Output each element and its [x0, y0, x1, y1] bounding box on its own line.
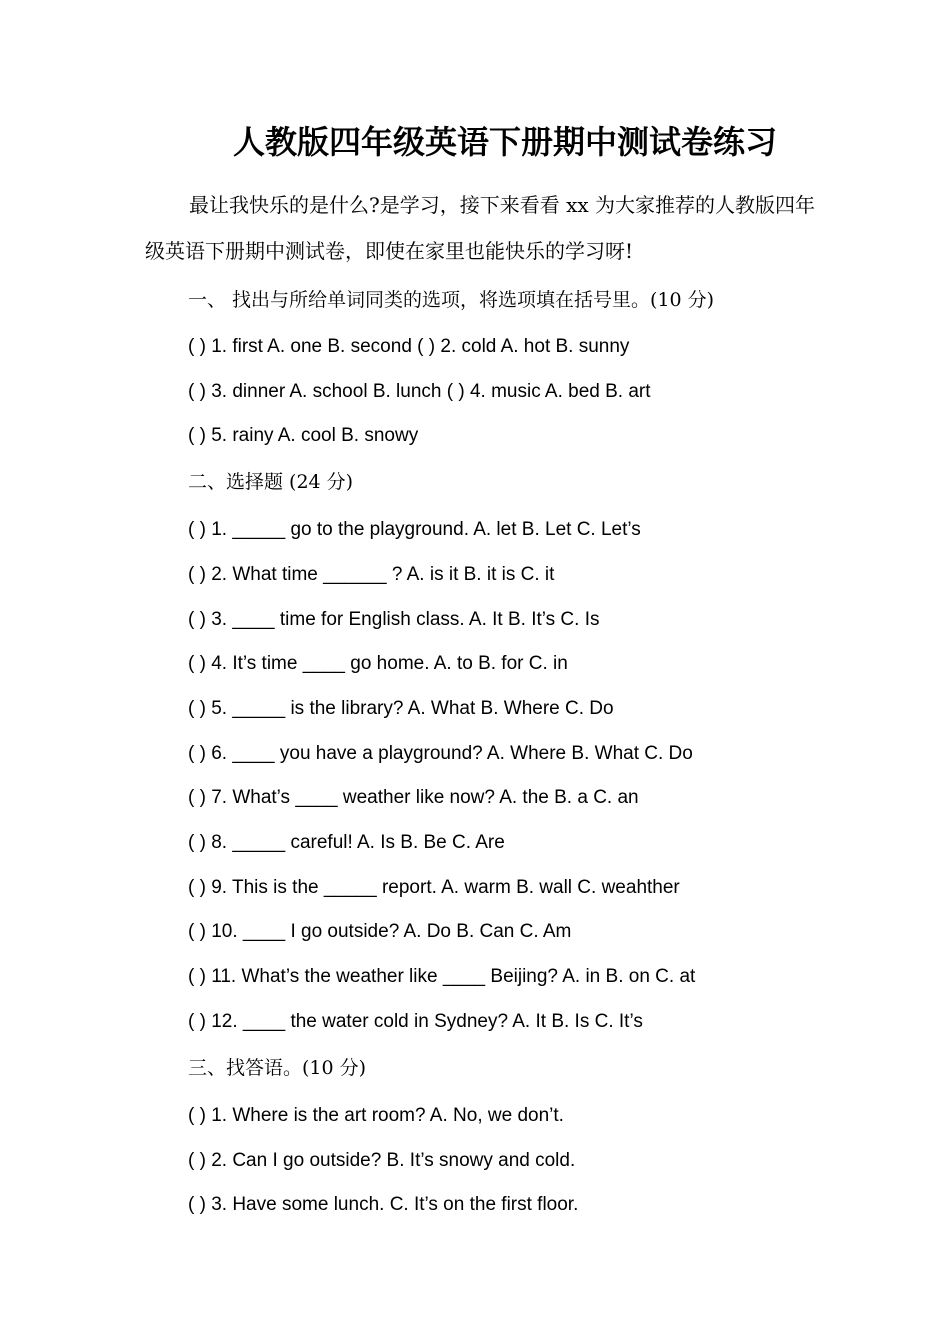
- section-2-item: ( ) 2. What time ______ ? A. is it B. it is C. it: [188, 564, 555, 585]
- section-2-heading: 二、选择题 (24 分): [188, 471, 354, 493]
- section-2-item: ( ) 9. This is the _____ report. A. warm B. wall C. weahther: [188, 877, 680, 898]
- section-2-item: ( ) 1. _____ go to the playground. A. let B. Let C. Let’s: [188, 519, 641, 540]
- section-2-item: ( ) 3. ____ time for English class. A. It B. It’s C. Is: [188, 609, 600, 630]
- section-2-item: ( ) 11. What’s the weather like ____ Beijing? A. in B. on C. at: [188, 966, 696, 987]
- section-3-item: ( ) 3. Have some lunch. C. It’s on the first floor.: [188, 1194, 579, 1215]
- section-3-heading: 三、找答语。(10 分): [188, 1057, 367, 1079]
- section-2-item: ( ) 5. _____ is the library? A. What B. Where C. Do: [188, 698, 614, 719]
- intro-paragraph: 最让我快乐的是什么?是学习，接下来看看 xx 为大家推荐的人教版四年级英语下册期中测试卷，即使在家里也能快乐的学习呀!: [145, 193, 815, 263]
- section-3-item: ( ) 2. Can I go outside? B. It’s snowy and cold.: [188, 1150, 576, 1171]
- section-1-item: ( ) 5. rainy A. cool B. snowy: [188, 425, 419, 446]
- section-2-item: ( ) 12. ____ the water cold in Sydney? A. It B. Is C. It’s: [188, 1011, 643, 1032]
- section-1-item: ( ) 3. dinner A. school B. lunch ( ) 4. music A. bed B. art: [188, 381, 651, 402]
- section-3-item: ( ) 1. Where is the art room? A. No, we don’t.: [188, 1105, 564, 1126]
- document-title: 人教版四年级英语下册期中测试卷练习: [232, 123, 777, 161]
- section-2-item: ( ) 6. ____ you have a playground? A. Where B. What C. Do: [188, 743, 693, 764]
- section-2-item: ( ) 10. ____ I go outside? A. Do B. Can C. Am: [188, 921, 572, 942]
- section-2-item: ( ) 7. What’s ____ weather like now? A. the B. a C. an: [188, 787, 639, 808]
- section-2-item: ( ) 8. _____ careful! A. Is B. Be C. Are: [188, 832, 505, 853]
- section-2-item: ( ) 4. It’s time ____ go home. A. to B. for C. in: [188, 653, 568, 674]
- section-1-item: ( ) 1. first A. one B. second ( ) 2. cold A. hot B. sunny: [188, 336, 630, 357]
- section-1-heading: 一、 找出与所给单词同类的选项，将选项填在括号里。(10 分): [188, 289, 715, 311]
